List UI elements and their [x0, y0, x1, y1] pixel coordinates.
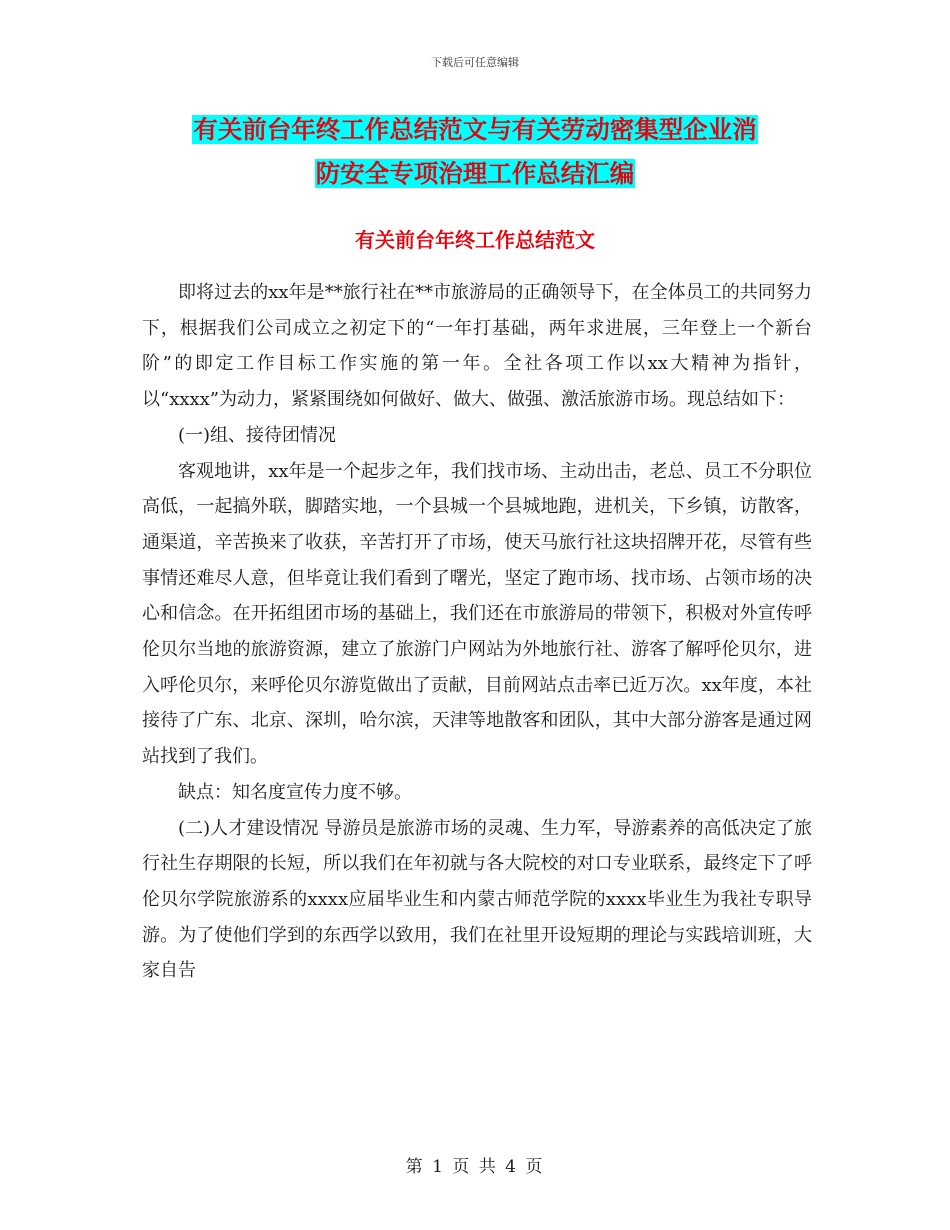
document-title-line-2 — [0, 158, 950, 190]
document-body — [142, 275, 812, 989]
paragraph: 即将过去的xx年是**旅行社在**市旅游局的正确领导下，在全体员工的共同努力下，根据我们公司成立之初定下的“一年打基础，两年求进展，三年登上一个新台阶”的即定工作目标工作实施的第一年。全社各项工作以xx大精神为指针，以“xxxx”为动力，紧紧围绕如何做好、做大、做强、激活旅游市场。现总结如下： — [142, 282, 812, 411]
page-indicator: 第 1 页 共 4 页 — [405, 1157, 545, 1177]
document-title-line-2-text: 防安全专项治理工作总结汇编 — [315, 159, 635, 188]
paragraph: 缺点：知名度宣传力度不够。 — [178, 781, 412, 803]
section-title: 有关前台年终工作总结范文 — [355, 228, 595, 252]
paragraph: (二)人才建设情况 导游员是旅游市场的灵魂、生力军，导游素养的高低决定了旅行社生存期限的长短，所以我们在年初就与各大院校的对口专业联系，最终定下了呼伦贝尔学院旅游系的xxxx应届毕业生和内蒙古师范学院的xxxx毕业生为我社专职导游。为了使他们学到的东西学以致用，我们在社里开设短期的理论与实践培训班，大家自告 — [142, 817, 812, 982]
header-note: 下载后可任意编辑 — [431, 56, 519, 69]
paragraph: 客观地讲，xx年是一个起步之年，我们找市场、主动出击，老总、员工不分职位高低，一起搞外联，脚踏实地，一个县城一个县城地跑，进机关，下乡镇，访散客，通渠道，辛苦换来了收获，辛苦打开了市场，使天马旅行社这块招牌开花，尽管有些事情还难尽人意，但毕竟让我们看到了曙光，坚定了跑市场、找市场、占领市场的决心和信念。在开拓组团市场的基础上，我们还在市旅游局的带领下，积极对外宣传呼伦贝尔当地的旅游资源，建立了旅游门户网站为外地旅行社、游客了解呼伦贝尔，进入呼伦贝尔，来呼伦贝尔游览做出了贡献，目前网站点击率已近万次。xx年度，本社接待了广东、北京、深圳，哈尔滨，天津等地散客和团队，其中大部分游客是通过网站找到了我们。 — [142, 460, 812, 768]
paragraph: (一)组、接待团情况 — [178, 424, 337, 446]
document-title-line-1-text: 有关前台年终工作总结范文与有关劳动密集型企业消 — [193, 115, 757, 144]
document-title-line-1 — [0, 114, 950, 146]
